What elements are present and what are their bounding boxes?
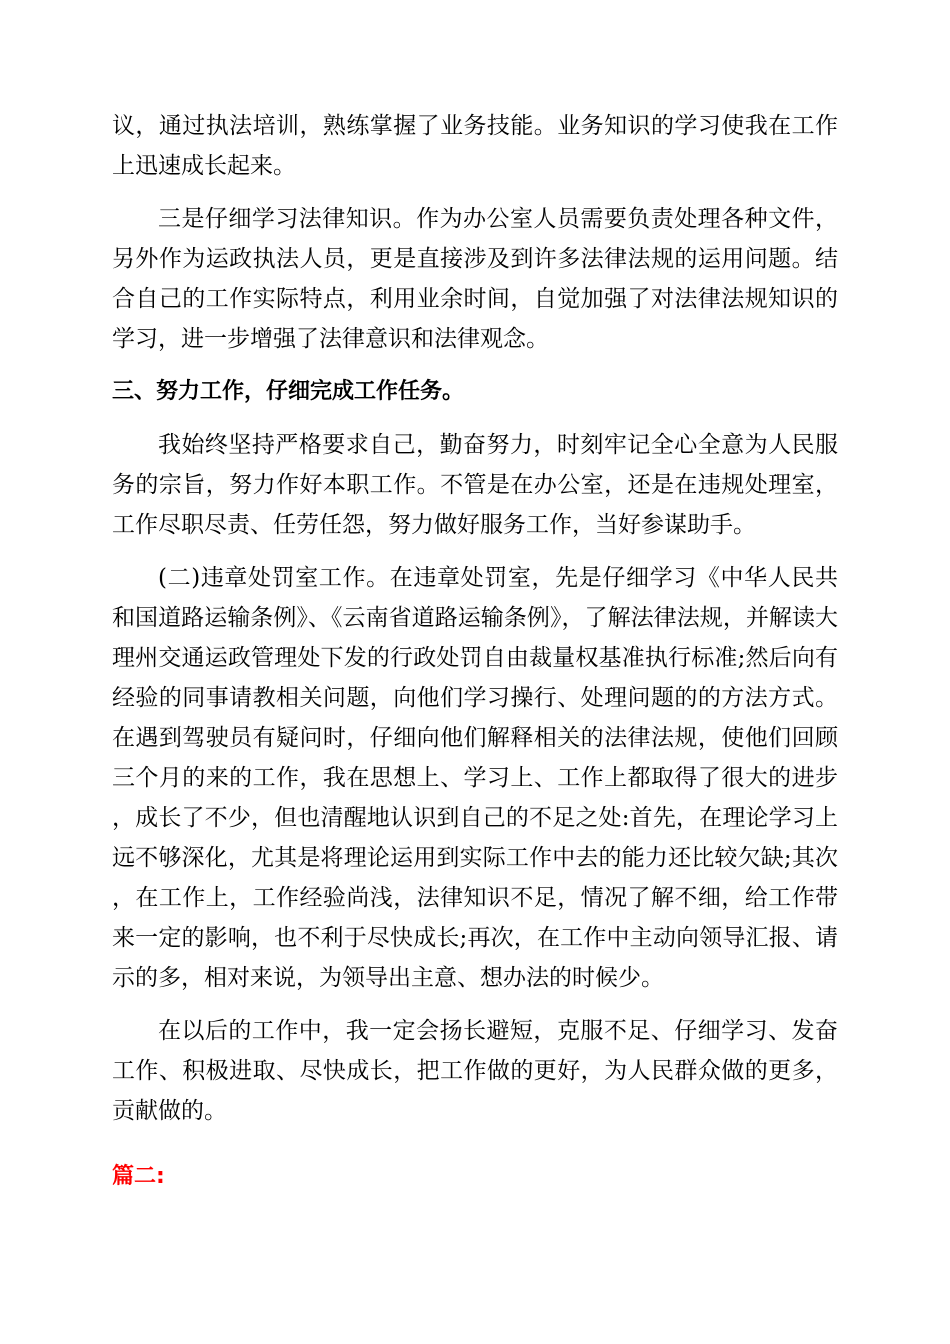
part-two-heading: 篇二: [112, 1164, 165, 1189]
paragraph-5: 在以后的工作中，我一定会扬长避短，克服不足、仔细学习、发奋工作、积极进取、尽快成长，把工作做的更好，为人民群众做的更多，贡献做的。 [112, 1018, 838, 1124]
paragraph-2: 三是仔细学习法律知识。作为办公室人员需要负责处理各种文件，另外作为运政执法人员，更是直接涉及到许多法律法规的运用问题。结合自己的工作实际特点，利用业余时间，自觉加强了对法律法规知识的学习，进一步增强了法律意识和法律观念。 [112, 206, 838, 352]
paragraph-3: 我始终坚持严格要求自己，勤奋努力，时刻牢记全心全意为人民服务的宗旨，努力作好本职工作。不管是在办公室，还是在违规处理室，工作尽职尽责、任劳任怨，努力做好服务工作，当好参谋助手。 [112, 432, 838, 538]
document-page [112, 106, 838, 1197]
paragraph-1: 议，通过执法培训，熟练掌握了业务技能。业务知识的学习使我在工作上迅速成长起来。 [112, 113, 838, 179]
section-heading-3: 三、努力工作，仔细完成工作任务。 [112, 379, 465, 404]
paragraph-4: (二)违章处罚室工作。在违章处罚室，先是仔细学习《中华人民共和国道路运输条例》、《云南省道路运输条例》，了解法律法规，并解读大理州交通运政管理处下发的行政处罚自由裁量权基准执行标准;然后向有经验的同事请教相关问题，向他们学习操行、处理问题的的方法方式。在遇到驾驶员有疑问时，仔细向他们解释相关的法律法规，使他们回顾三个月的来的工作，我在思想上、学习上、工作上都取得了很大的进步，成长了不少，但也清醒地认识到自己的不足之处:首先，在理论学习上远不够深化，尤其是将理论运用到实际工作中去的能力还比较欠缺;其次，在工作上，工作经验尚浅，法律知识不足，情况了解不细，给工作带来一定的影响，也不利于尽快成长;再次，在工作中主动向领导汇报、请示的多，相对来说，为领导出主意、想办法的时候少。 [112, 565, 838, 991]
